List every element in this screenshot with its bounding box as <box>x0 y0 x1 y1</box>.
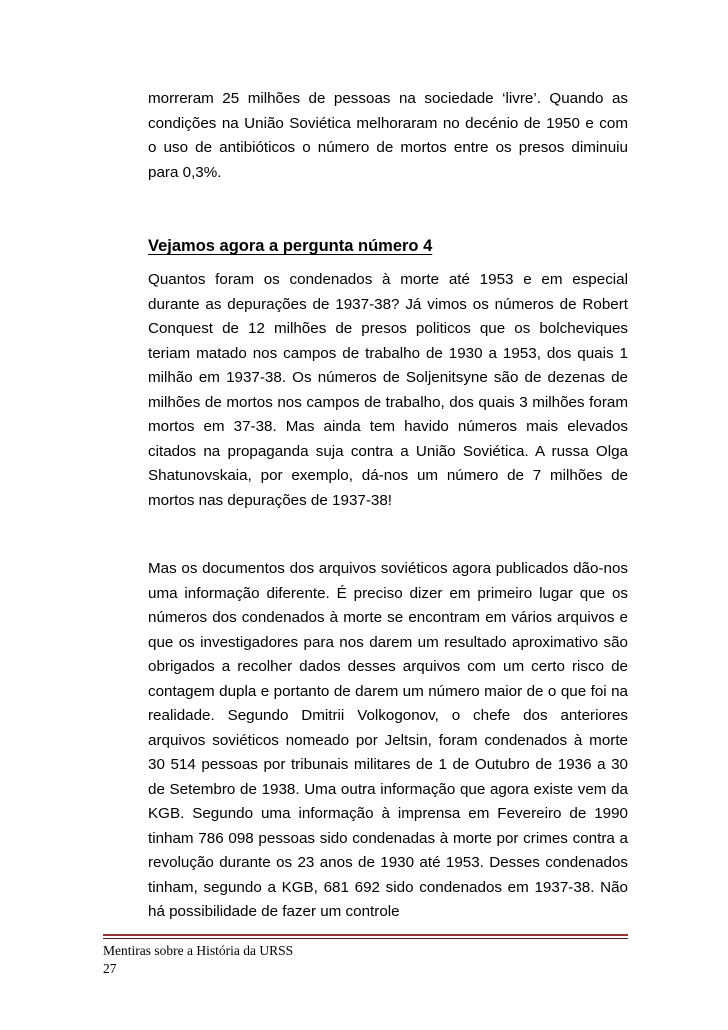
paragraph-continued: morreram 25 milhões de pessoas na sociedade ‘livre’. Quando as condições na União Soviética melhoraram no decénio de 1950 e com o uso de antibióticos o número de mortos entre os presos diminuiu para 0,3%. <box>148 90 628 181</box>
footer-page-number: 27 <box>103 961 117 976</box>
footer-rule-thin <box>103 938 628 939</box>
footer-rule-thick <box>103 934 628 936</box>
paragraph-soviet-archives: Mas os documentos dos arquivos soviéticos agora publicados dão-nos uma informação diferente. É preciso dizer em primeiro lugar que os números dos condenados à morte se encontram em vários arquivos e que os investigadores para nos darem um resultado aproximativo são obrigados a recolher dados desses arquivos com um certo risco de contagem dupla e portanto de darem um número maior de o que foi na realidade. Segundo Dmitrii Volkogonov, o chefe dos anteriores arquivos soviéticos nomeado por Jeltsin, foram condenados à morte 30 514 pessoas por tribunais militares de 1 de Outubro de 1936 a 30 de Setembro de 1938. Uma outra informação que agora existe vem da KGB. Segundo uma informação à imprensa em Fevereiro de 1990 tinham 786 098 pessoas sido condenadas à morte por crimes contra a revolução durante os 23 anos de 1930 até 1953. Desses condenados tinham, segundo a KGB, 681 692 sido condenados em 1937-38. Não há possibilidade de fazer um controle <box>148 560 628 920</box>
section-heading: Vejamos agora a pergunta número 4 <box>148 237 433 255</box>
paragraph-question-4: Quantos foram os condenados à morte até 1953 e em especial durante as depurações de 1937-38? Já vimos os números de Robert Conquest de 12 milhões de presos politicos que os bolcheviques teriam matado nos campos de trabalho de 1930 a 1953, dos quais 1 milhão em 1937-38. Os números de Soljenitsyne são de dezenas de milhões de mortos nos campos de trabalho, dos quais 3 milhões foram mortos em 37-38. Mas ainda tem havido números mais elevados citados na propaganda suja contra a União Soviética. A russa Olga Shatunovskaia, por exemplo, dá-nos um número de 7 milhões de mortos nas depurações de 1937-38! <box>148 271 628 509</box>
footer-title: Mentiras sobre a História da URSS <box>103 943 294 958</box>
